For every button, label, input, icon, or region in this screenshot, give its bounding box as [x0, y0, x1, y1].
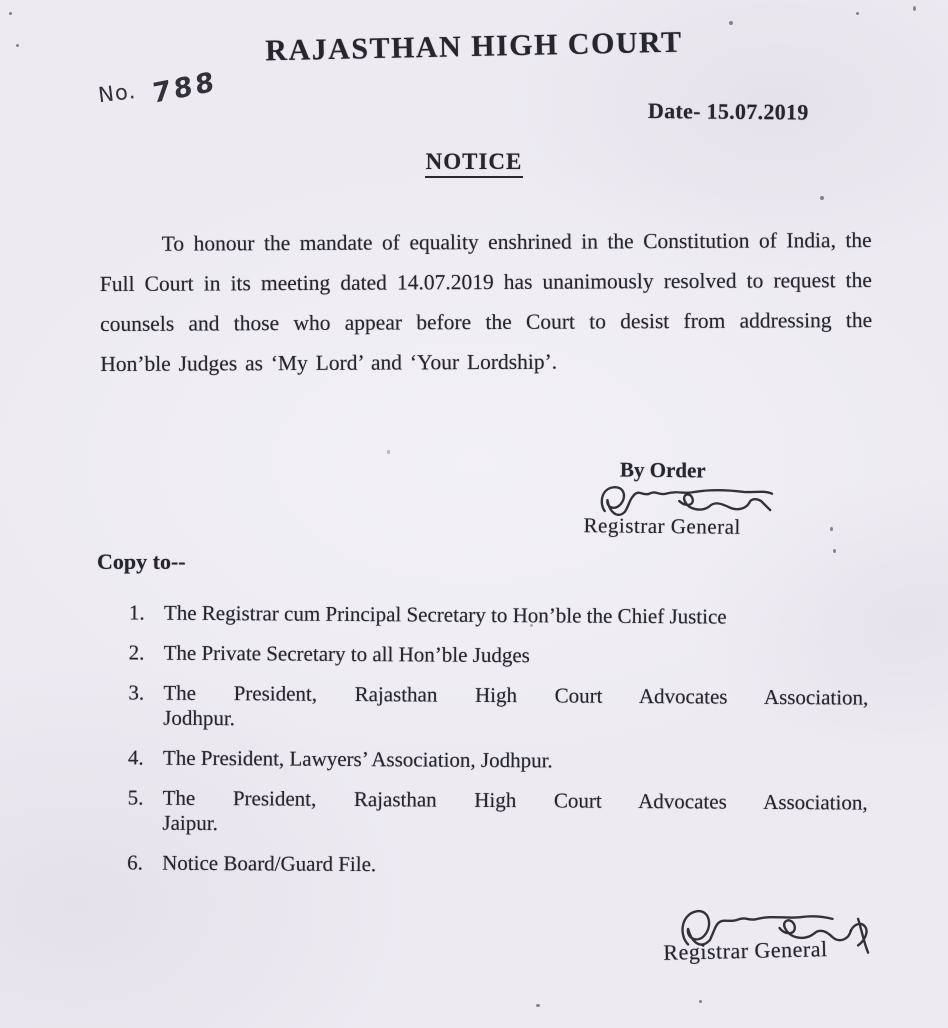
by-order-label: By Order: [619, 457, 706, 483]
scan-speck: [9, 12, 12, 15]
scan-speck: [820, 196, 824, 200]
notice-number-label: No.: [96, 78, 138, 108]
signatory-title: Registrar General: [583, 513, 741, 539]
copy-item-2: [129, 640, 869, 670]
copy-item-number: 6.: [127, 850, 144, 875]
copy-item-number: 2.: [128, 640, 145, 665]
copy-to-list: [127, 600, 869, 895]
copy-item-6: [127, 850, 867, 880]
copy-item-number: 4.: [127, 745, 144, 770]
notice-date: Date- 15.07.2019: [647, 97, 809, 125]
scan-speck: [729, 21, 733, 25]
notice-number-value: 788: [151, 66, 218, 110]
copy-item-text: The President, Lawyers’ Association, Jodhpur.: [162, 745, 553, 773]
copy-item-number: 5.: [127, 785, 144, 810]
scan-speck: [699, 1000, 702, 1003]
court-title: RAJASTHAN HIGH COURT: [265, 25, 683, 68]
footer-signatory-title: Registrar General: [663, 936, 828, 965]
scan-speck: [16, 44, 19, 47]
copy-to-label: Copy to--: [97, 549, 186, 574]
copy-item-text: Notice Board/Guard File.: [162, 850, 377, 877]
copy-item-5: 5. The President, Rajasthan High Court Advocates Association, Jaipur.: [127, 785, 868, 836]
copy-item-text: The President, Rajasthan High Court Advocates Association,: [163, 680, 869, 710]
copy-item-number: 3.: [128, 680, 145, 705]
notice-body-paragraph: To honour the mandate of equality enshrined in the Constitution of India, the Full Court in its meeting dated 14.07.2019 has unanimously resolved to request the counsels and those who appear before the Court to desist from addressing the Hon’ble Judges as ‘My Lord’ and ‘Your Lordship’.: [99, 227, 873, 377]
copy-item-4: [128, 745, 868, 775]
copy-item-text: The President, Rajasthan High Court Advocates Association,: [162, 785, 868, 815]
copy-item-text: The Registrar cum Principal Secretary to Hon’ble the Chief Justice: [163, 600, 727, 629]
signature-scribble-top: [592, 470, 792, 532]
scan-speck: [833, 549, 836, 553]
notice-heading: NOTICE: [0, 149, 948, 178]
copy-item-1: [129, 600, 869, 630]
copy-item-number: 1.: [128, 600, 145, 625]
scan-speck: [830, 527, 833, 531]
copy-item-3: 3. The President, Rajasthan High Court Advocates Association, Jodhpur.: [128, 680, 869, 731]
scan-speck: [913, 6, 916, 11]
scan-speck: [536, 1004, 540, 1007]
scan-speck: [530, 624, 533, 627]
scan-speck: [856, 12, 859, 15]
scan-speck: [387, 450, 390, 454]
notice-number: [96, 66, 218, 110]
copy-item-text: The Private Secretary to all Hon’ble Judges: [163, 640, 530, 668]
